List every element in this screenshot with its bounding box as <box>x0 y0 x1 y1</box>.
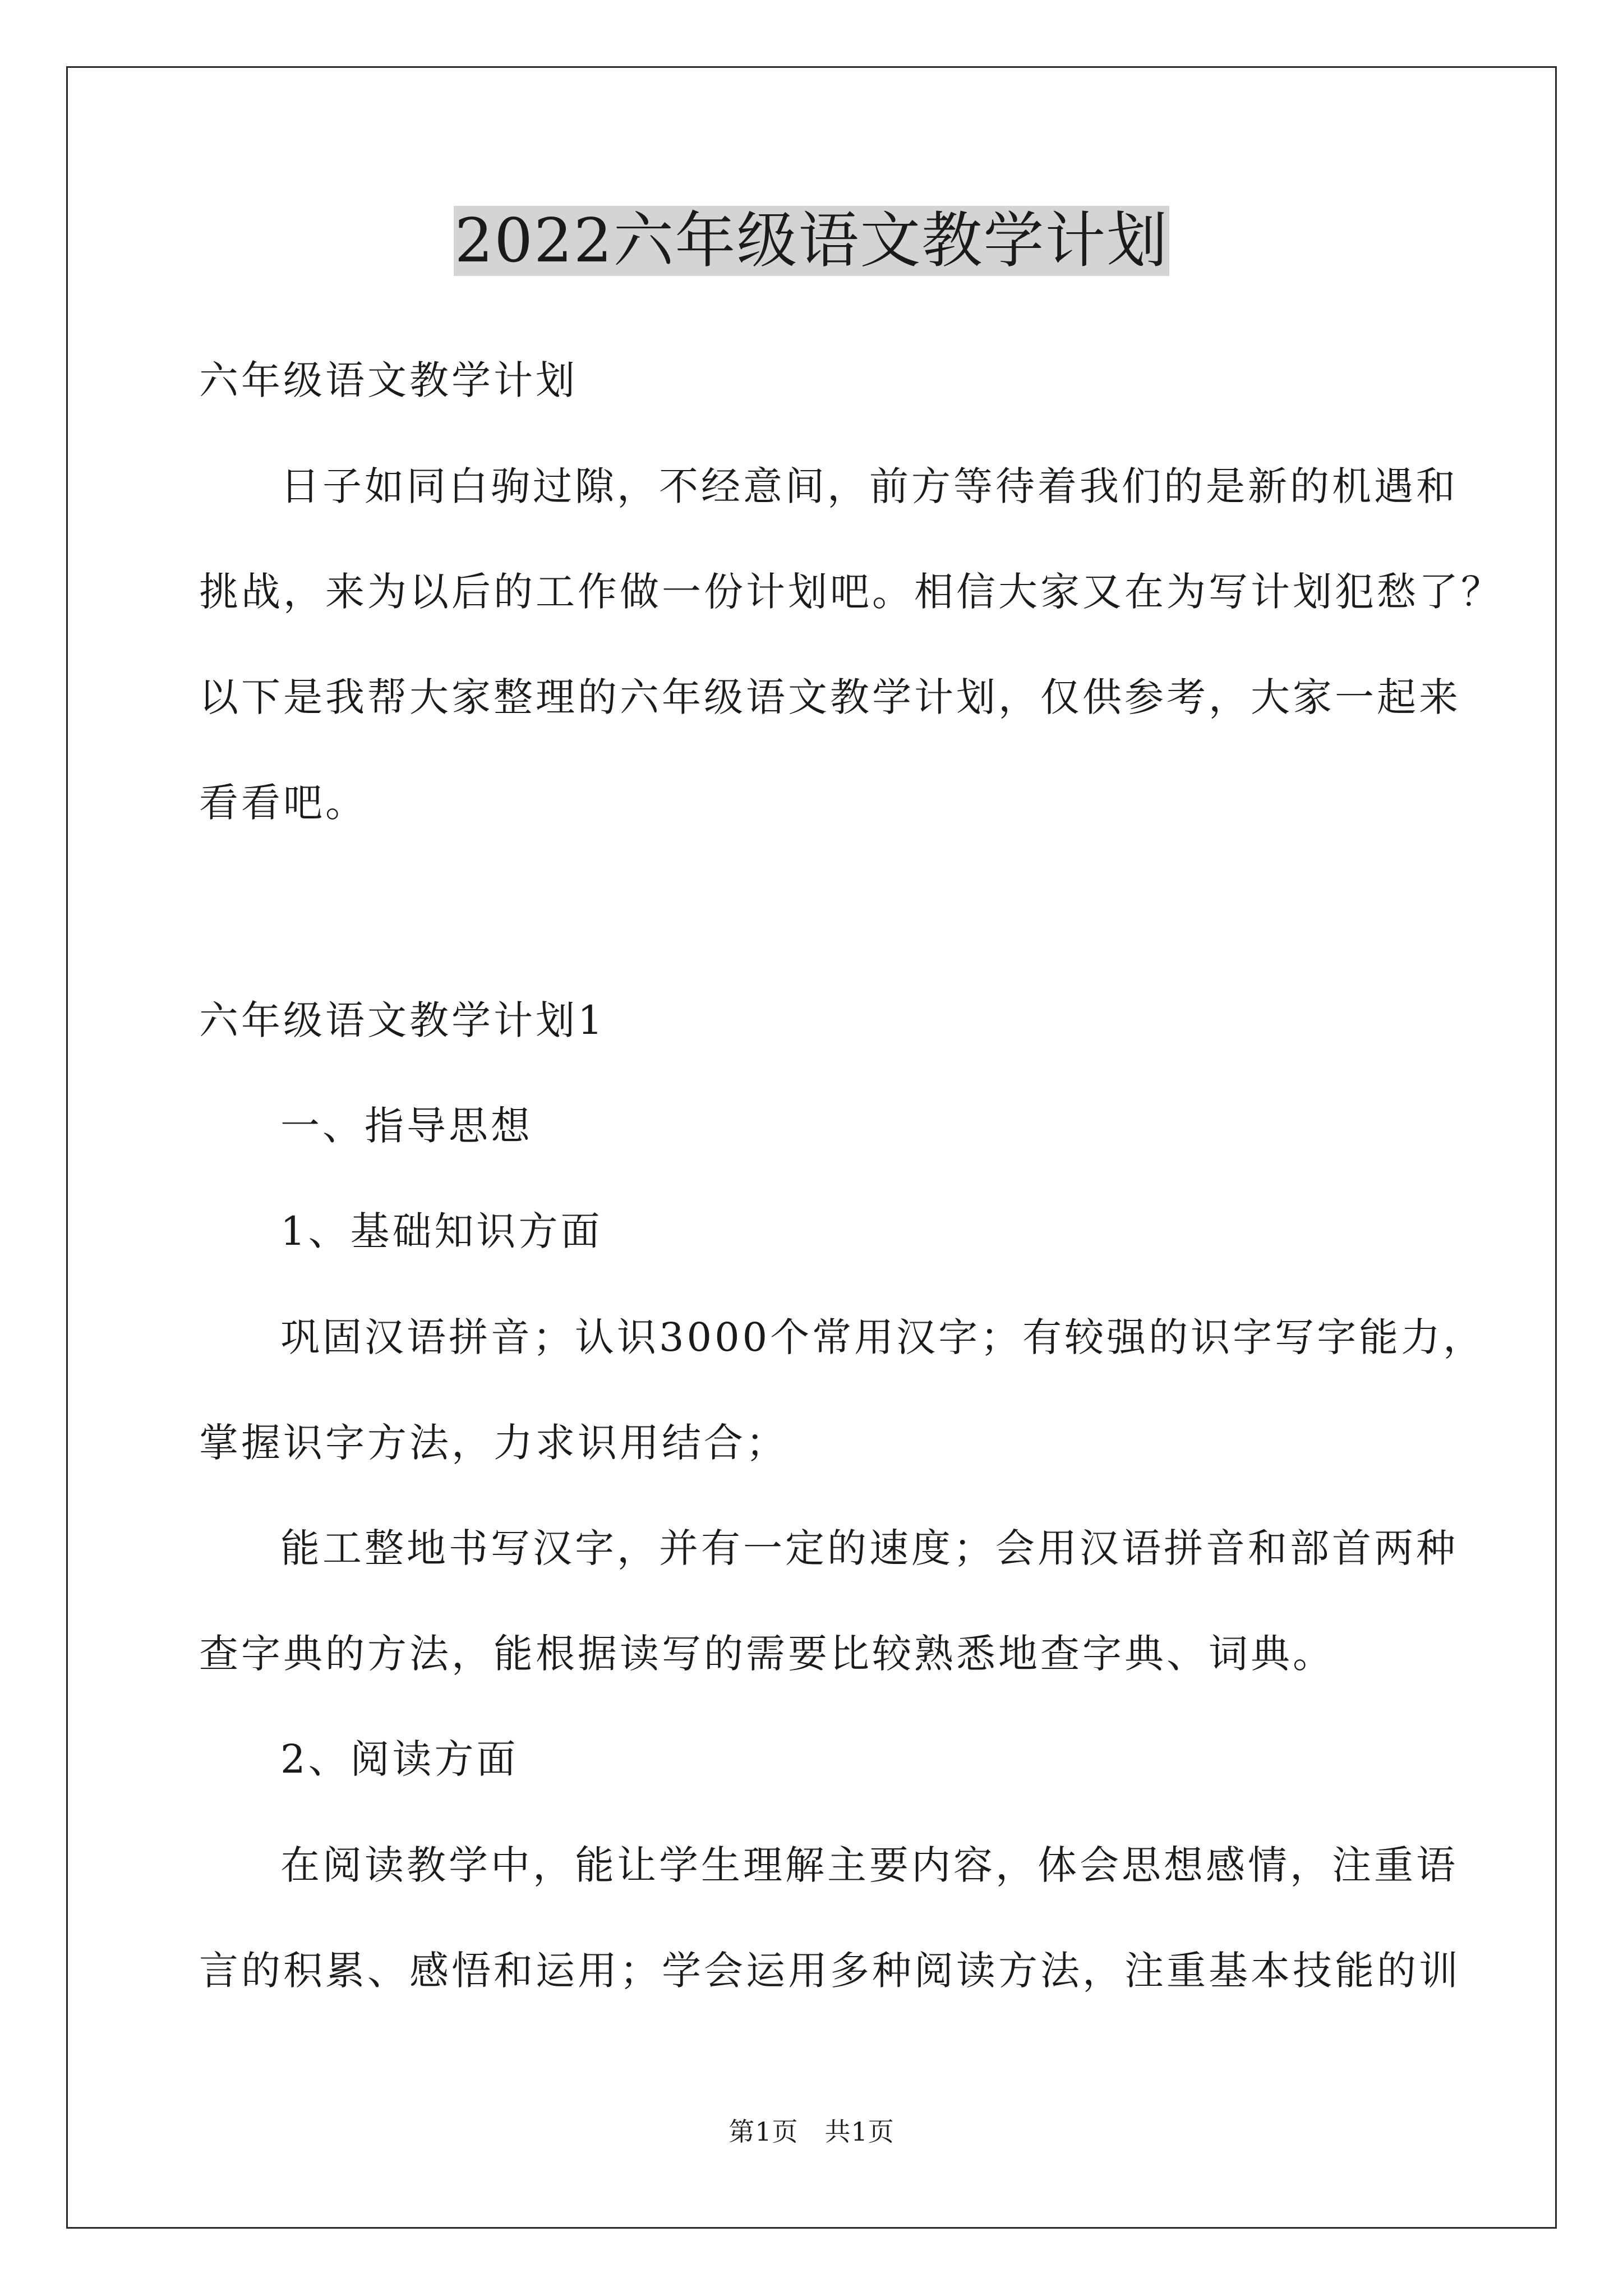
document-title-text: 2022六年级语文教学计划 <box>454 206 1169 276</box>
page-footer: 第1页 共1页 <box>728 2116 895 2147</box>
document-title <box>0 199 1623 283</box>
paragraph-line: 查字典的方法，能根据读写的需要比较熟悉地查字典、词典。 <box>199 1631 1335 1677</box>
paragraph-line: 能工整地书写汉字，并有一定的速度；会用汉语拼音和部首两种 <box>280 1525 1458 1571</box>
paragraph-line: 日子如同白驹过隙，不经意间，前方等待着我们的是新的机遇和 <box>280 463 1458 509</box>
section-heading: 2、阅读方面 <box>280 1736 519 1782</box>
section-heading: 1、基础知识方面 <box>280 1208 603 1254</box>
paragraph-line: 巩固汉语拼音；认识3000个常用汉字；有较强的识字写字能力， <box>280 1314 1486 1360</box>
paragraph-line: 在阅读教学中，能让学生理解主要内容，体会思想感情，注重语 <box>280 1842 1458 1888</box>
paragraph-line: 言的积累、感悟和运用；学会运用多种阅读方法，注重基本技能的训 <box>199 1948 1461 1994</box>
paragraph-line: 看看吧。 <box>199 780 367 826</box>
section-heading: 一、指导思想 <box>280 1103 533 1149</box>
section-heading: 六年级语文教学计划1 <box>199 997 606 1043</box>
paragraph-line: 掌握识字方法，力求识用结合； <box>199 1420 788 1466</box>
subtitle-line: 六年级语文教学计划 <box>199 357 578 403</box>
paragraph-line: 挑战，来为以后的工作做一份计划吧。相信大家又在为写计划犯愁了？ <box>199 569 1503 615</box>
paragraph-line: 以下是我帮大家整理的六年级语文教学计划，仅供参考，大家一起来 <box>199 674 1461 720</box>
